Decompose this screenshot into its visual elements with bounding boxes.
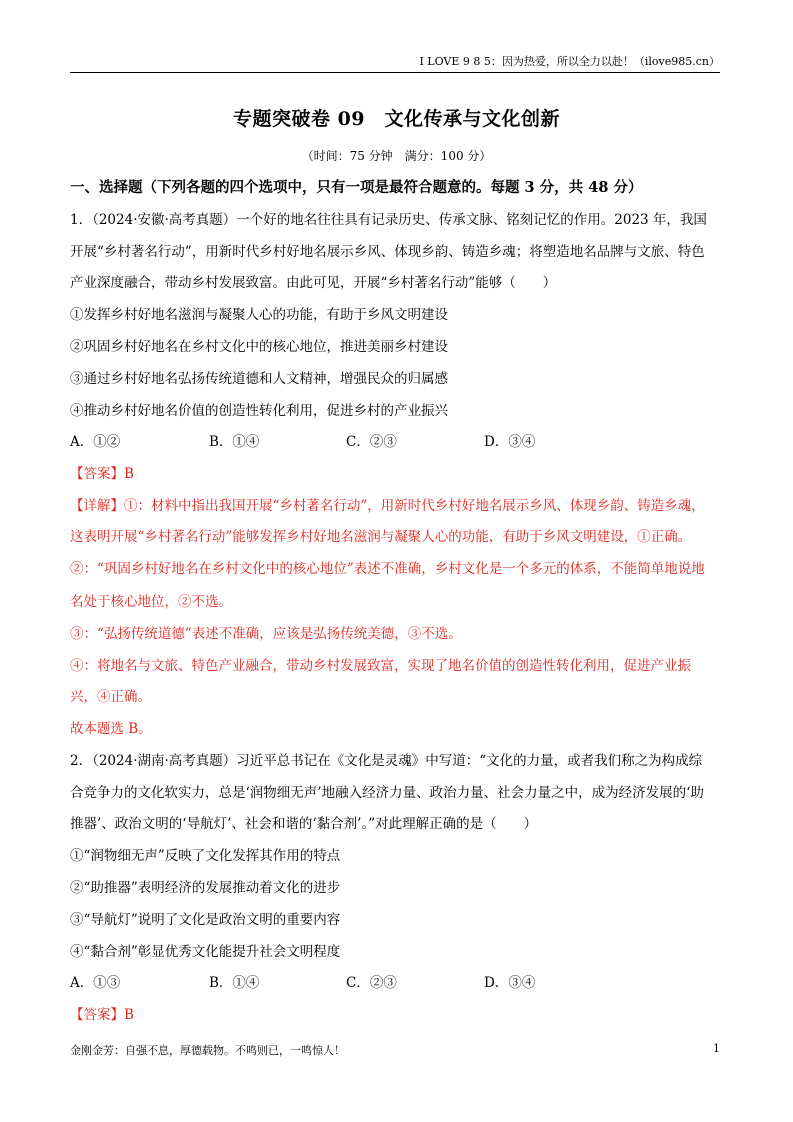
page-subtitle: （时间：75 分钟 满分：100 分）	[301, 149, 492, 163]
q1-option-d: D．③④	[484, 434, 536, 450]
q1-explanation-line: 兴，④正确。	[70, 689, 151, 705]
header-text: I LOVE 9 8 5：因为热爱，所以全力以赴！（ilove985.cn）	[419, 55, 720, 68]
q2-statement: ①“润物细无声”反映了文化发挥其作用的特点	[70, 848, 341, 864]
q1-stem-line: 开展“乡村著名行动”，用新时代乡村好地名展示乡风、体现乡韵、铸造乡魂；将塑造地名品牌与文旅、特色	[70, 244, 705, 260]
q1-option-a: A．①②	[70, 434, 121, 450]
q1-statement: ③通过乡村好地名弘扬传统道德和人文精神，增强民众的归属感	[70, 371, 448, 387]
footer-motto: 金刚金芳：自强不息，厚德载物。不鸣则已，一鸣惊人！	[70, 1044, 345, 1057]
q1-explanation-line: ②：“巩固乡村好地名在乡村文化中的核心地位”表述不准确，乡村文化是一个多元的体系，不能简单地说地	[70, 561, 705, 577]
q2-option-b: B．①④	[209, 975, 260, 991]
q2-option-c: C．②③	[346, 975, 397, 991]
q2-statement: ③“导航灯”说明了文化是政治文明的重要内容	[70, 912, 341, 928]
section-title: 一、选择题（下列各题的四个选项中，只有一项是最符合题意的。每题 3 分，共 48 分）	[70, 179, 643, 196]
q1-statement: ①发挥乡村好地名滋润与凝聚人心的功能，有助于乡风文明建设	[70, 307, 448, 323]
q1-statement: ④推动乡村好地名价值的创造性转化利用，促进乡村的产业振兴	[70, 403, 448, 419]
q1-answer: 【答案】B	[70, 466, 134, 482]
q1-option-c: C．②③	[346, 434, 397, 450]
q2-stem-line: 2．（2024·湖南·高考真题）习近平总书记在《文化是灵魂》中写道：“文化的力量，或者我们称之为构成综	[70, 753, 703, 769]
q1-explanation-line: ④：将地名与文旅、特色产业融合，带动乡村发展致富，实现了地名价值的创造性转化利用，促进产业振	[70, 658, 691, 674]
page-number: 1	[713, 1042, 720, 1055]
q2-statement: ④“黏合剂”彰显优秀文化能提升社会文明程度	[70, 944, 341, 960]
q1-explanation-line: ③：“弘扬传统道德”表述不准确，应该是弘扬传统美德，③不选。	[70, 626, 462, 642]
q1-explanation-line: 名处于核心地位，②不选。	[70, 594, 232, 610]
page-title: 专题突破卷 09 文化传承与文化创新	[232, 108, 561, 130]
q1-explanation-line: 这表明开展“乡村著名行动”能够发挥乡村好地名滋润与凝聚人心的功能，有助于乡风文明建设，①正确。	[70, 529, 692, 545]
q2-option-d: D．③④	[484, 975, 536, 991]
q1-stem-line: 产业深度融合，带动乡村发展致富。由此可见，开展“乡村著名行动”能够（ ）	[70, 275, 557, 291]
q2-stem-line: 推器’、政治文明的‘导航灯’、社会和谐的‘黏合剂’。”对此理解正确的是（ ）	[70, 816, 538, 832]
q2-option-a: A．①③	[70, 975, 121, 991]
q1-stem-line: 1．（2024·安徽·高考真题）一个好的地名往往具有记录历史、传承文脉、铭刻记忆的作用。2023 年，我国	[70, 212, 707, 228]
q1-statement: ②巩固乡村好地名在乡村文化中的核心地位，推进美丽乡村建设	[70, 339, 448, 355]
q2-stem-line: 合竞争力的文化软实力，总是‘润物细无声’地融入经济力量、政治力量、社会力量之中，成为经济发展的‘助	[70, 785, 704, 801]
q1-option-b: B．①④	[209, 434, 260, 450]
q1-explanation-line: 【详解】①：材料中指出我国开展“乡村著名行动”，用新时代乡村好地名展示乡风、体现乡韵、铸造乡魂，	[70, 498, 705, 514]
q2-answer: 【答案】B	[70, 1007, 134, 1023]
q2-statement: ②“助推器”表明经济的发展推动着文化的进步	[70, 880, 341, 896]
header-divider	[70, 72, 720, 73]
q1-conclusion: 故本题选 B。	[70, 721, 152, 737]
